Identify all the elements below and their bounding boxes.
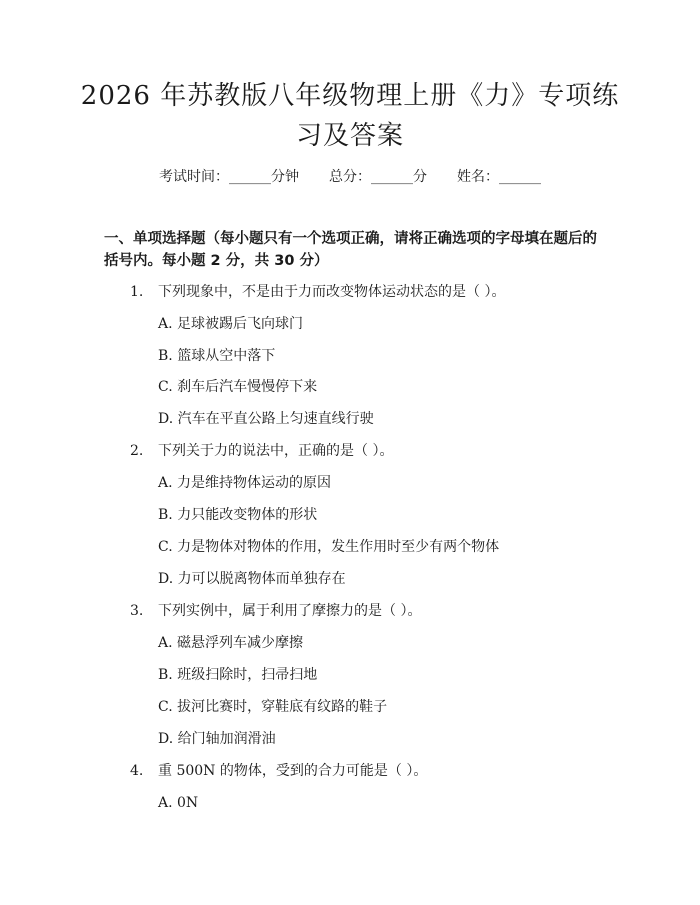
question-1 <box>130 282 505 302</box>
option-1c: C. 刹车后汽车慢慢停下来 <box>158 379 318 395</box>
section-heading: 一、单项选择题（每小题只有一个选项正确，请将正确选项的字母填在题后的括号内。每小题 2 分，共 30 分） <box>104 231 597 269</box>
question-text: 下列实例中，属于利用了摩擦力的是（ ）。 <box>158 603 422 619</box>
option-3c: C. 拔河比赛时，穿鞋底有纹路的鞋子 <box>158 699 388 715</box>
title-line-2: 习及答案 <box>295 121 404 151</box>
option-3b: B. 班级扫除时，扫帚扫地 <box>158 667 318 683</box>
page-title <box>60 76 640 156</box>
question-2 <box>130 441 393 461</box>
option-2a: A. 力是维持物体运动的原因 <box>158 475 332 491</box>
option-2d: D. 力可以脱离物体而单独存在 <box>158 571 346 587</box>
option-1b: B. 篮球从空中落下 <box>158 348 276 364</box>
question-text: 下列现象中，不是由于力而改变物体运动状态的是（ ）。 <box>158 284 506 300</box>
option-1d: D. 汽车在平直公路上匀速直线行驶 <box>158 411 374 427</box>
title-line-1: 2026 年苏教版八年级物理上册《力》专项练 <box>80 81 620 111</box>
exam-name: 姓名：______ <box>457 169 541 185</box>
question-number: 3. <box>130 603 144 619</box>
option-1a: A. 足球被踢后飞向球门 <box>158 316 304 332</box>
question-3 <box>130 601 421 621</box>
option-3d: D. 给门轴加润滑油 <box>158 731 276 747</box>
question-text: 重 500N 的物体，受到的合力可能是（ ）。 <box>158 763 428 779</box>
exam-meta <box>0 167 700 187</box>
option-2b: B. 力只能改变物体的形状 <box>158 507 318 523</box>
option-2c: C. 力是物体对物体的作用，发生作用时至少有两个物体 <box>158 539 500 555</box>
question-number: 2. <box>130 443 144 459</box>
question-text: 下列关于力的说法中，正确的是（ ）。 <box>158 443 394 459</box>
question-number: 4. <box>130 763 144 779</box>
option-3a: A. 磁悬浮列车减少摩擦 <box>158 635 304 651</box>
option-4a: A. 0N <box>158 795 199 811</box>
question-number: 1. <box>130 284 144 300</box>
exam-time: 考试时间：______分钟 <box>159 169 299 185</box>
question-4 <box>130 761 427 781</box>
exam-score: 总分：______分 <box>329 169 427 185</box>
